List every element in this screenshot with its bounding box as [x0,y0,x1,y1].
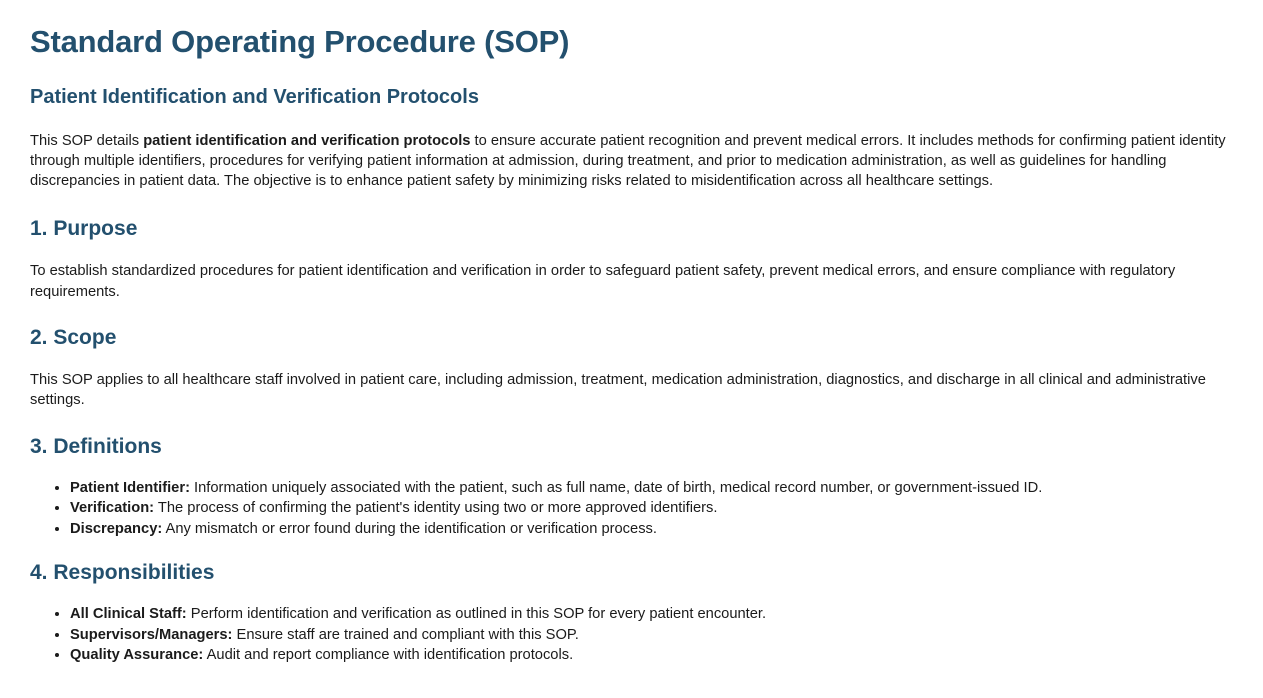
section-responsibilities [30,561,1233,666]
definition-term: Verification: [70,500,155,517]
list-item [70,626,1233,646]
responsibility-term: Quality Assurance: [70,647,204,664]
definition-term: Discrepancy: [70,520,163,537]
section-scope [30,326,1233,411]
list-item [70,499,1233,519]
intro-paragraph [30,131,1228,192]
responsibility-term: All Clinical Staff: [70,606,187,623]
responsibility-term: Supervisors/Managers: [70,626,233,643]
intro-rest: to ensure accurate patient recognition and prevent medical errors. It includes methods for confirming patient identity through multiple identifiers, procedures for verifying patient information at admission, during treatment, and prior to medication administration, as well as guidelines for handling discrepancies in patient data. The objective is to enhance patient safety by minimizing risks related to misidentification across all healthcare settings. [30,132,1226,190]
section-text-purpose: To establish standardized procedures for patient identification and verification in order to safeguard patient safety, prevent medical errors, and ensure compliance with regulatory requirements. [30,263,1176,300]
section-heading-purpose: 1. Purpose [30,217,138,241]
section-definitions [30,435,1233,540]
responsibilities-list [30,605,1233,666]
responsibility-text: Perform identification and verification as outlined in this SOP for every patient encounter. [186,606,767,623]
section-heading-definitions: 3. Definitions [30,434,162,458]
page-title: Standard Operating Procedure (SOP) [30,24,570,59]
list-item [70,520,1233,540]
list-item [70,479,1233,499]
responsibility-text: Audit and report compliance with identification protocols. [203,647,574,664]
definition-text: Any mismatch or error found during the identification or verification process. [162,520,657,537]
section-purpose [30,217,1233,302]
responsibility-text: Ensure staff are trained and compliant with this SOP. [232,626,579,643]
definition-text: The process of confirming the patient's identity using two or more approved identifiers. [154,500,718,517]
list-item [70,646,1233,666]
section-heading-responsibilities: 4. Responsibilities [30,561,215,585]
intro-lead: This SOP details [30,132,144,149]
definition-text: Information uniquely associated with the patient, such as full name, date of birth, medical record number, or government-issued ID. [189,479,1043,496]
document-subtitle: Patient Identification and Verification Protocols [30,85,479,108]
definition-term: Patient Identifier: [70,479,190,496]
section-text-scope: This SOP applies to all healthcare staff involved in patient care, including admission, treatment, medication administration, diagnostics, and discharge in all clinical and administrative settings. [30,372,1206,409]
intro-emphasis: patient identification and verification protocols [143,132,471,149]
definitions-list [30,479,1233,540]
section-heading-scope: 2. Scope [30,326,117,350]
list-item [70,605,1233,625]
